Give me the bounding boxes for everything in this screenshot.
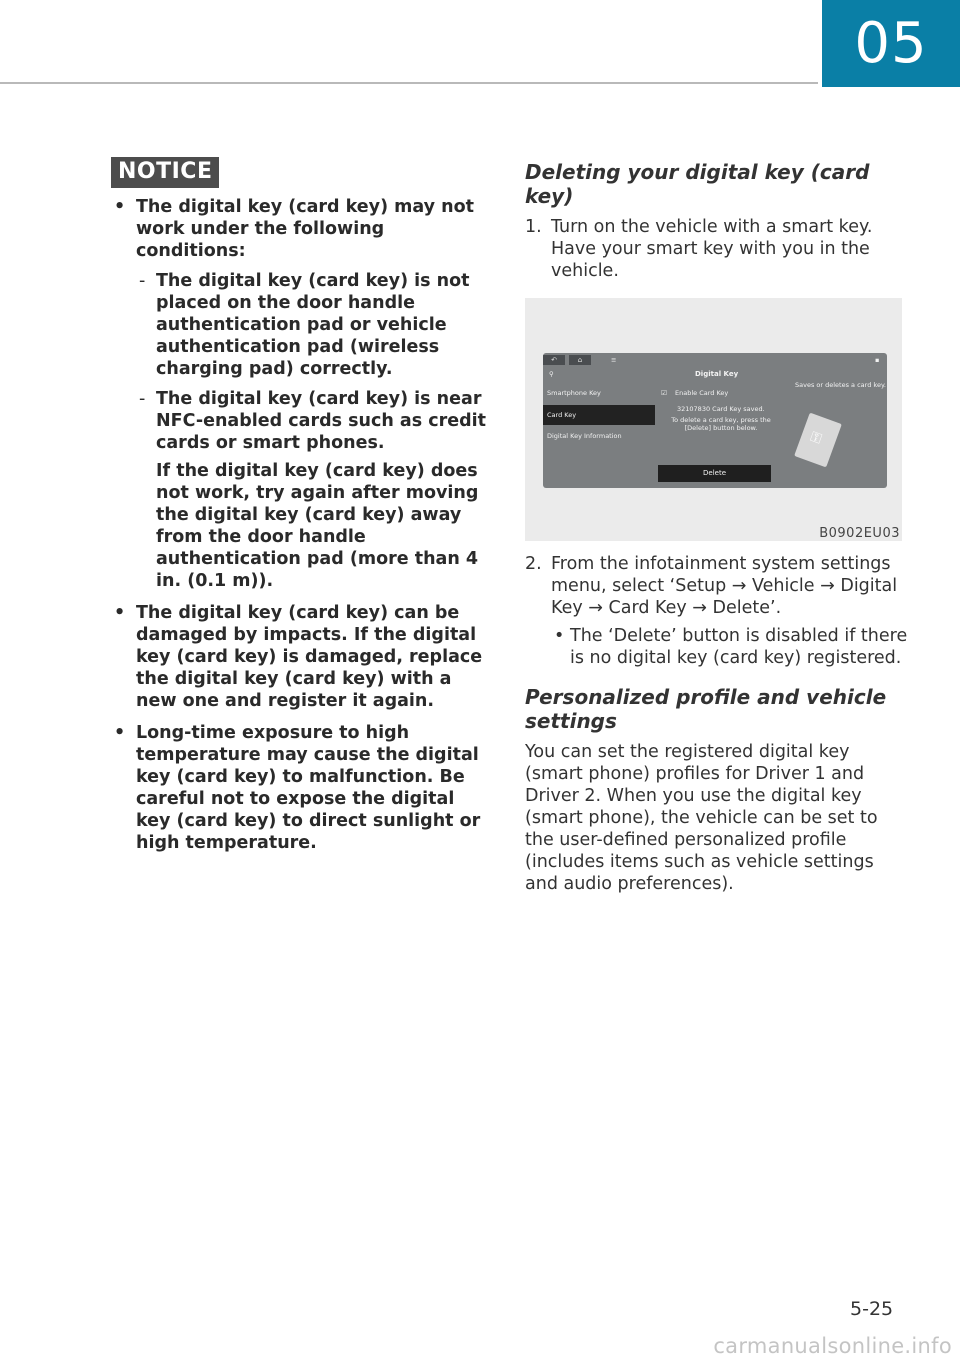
step-number: 2.: [525, 554, 542, 574]
notice-subitem-continuation: If the digital key (card key) does not work, try again after moving the digital key (card key) away from the door handle authentication pad (more than 4 in. (0.1 m)).: [156, 461, 479, 591]
settings-icon: ▪: [875, 356, 880, 364]
profile-body: You can set the registered digital key (smart phone) profiles for Driver 1 and Driver 2. When you use the digital key (smart phone), the vehicle can be set to the user-defined personalized profile (includes items such as vehicle settings and audio preferences).: [525, 742, 878, 894]
key-icon: ⚿: [808, 428, 824, 448]
step-note-text: The ‘Delete’ button is disabled if there is no digital key (card key) registered.: [570, 626, 908, 668]
chapter-tab: 05: [822, 0, 960, 87]
section-title-profile: Personalized profile and vehicle settings: [525, 685, 887, 733]
watermark: carmanualsonline.info: [713, 1334, 952, 1358]
step-note: [551, 625, 910, 669]
page-number: 5-25: [850, 1298, 894, 1320]
notice-item: [111, 196, 491, 592]
notice-item-text: Long-time exposure to high temperature may cause the digital key (card key) to malfunction. Be careful not to expose the digital key (card key) to direct sunlight or high temperature.: [136, 723, 481, 853]
notice-item-text: The digital key (card key) can be damaged by impacts. If the digital key (card key) is damaged, replace the digital key (card key) with a new one and register it again.: [136, 603, 483, 711]
menu-item-card-key: Card Key: [547, 411, 577, 419]
infotainment-screen: [543, 353, 887, 488]
notice-subitem-text: The digital key (card key) is near NFC-enabled cards such as credit cards or smart phones.: [156, 389, 486, 453]
notice-section: [111, 157, 491, 864]
screen-title: Digital Key: [695, 370, 739, 378]
notice-sublist: [136, 270, 491, 592]
right-column: [525, 160, 910, 895]
header-rule: [0, 82, 818, 84]
hint-text: Saves or deletes a card key.: [795, 381, 886, 389]
section-title-deleting: Deleting your digital key (card key): [525, 160, 870, 208]
menu-item-digital-key-info: Digital Key Information: [547, 432, 622, 440]
bullet-icon: •: [554, 626, 565, 646]
back-icon: ↶: [543, 355, 565, 365]
step-item: [525, 216, 910, 282]
infotainment-figure: [525, 298, 902, 541]
notice-subitem: [136, 388, 491, 592]
search-icon: ⚲: [549, 370, 554, 378]
card-key-saved-text: 32107830 Card Key saved.: [677, 405, 765, 413]
notice-list: [111, 196, 491, 854]
dash-icon: -: [139, 271, 146, 291]
notice-subitem: [136, 270, 491, 380]
enable-card-key-label: Enable Card Key: [675, 389, 729, 397]
notice-badge: NOTICE: [111, 157, 219, 188]
bullet-icon: •: [114, 197, 126, 217]
notice-subitem-text: The digital key (card key) is not placed on the door handle authentication pad or vehicle authentication pad (wireless charging pad) correctly.: [156, 271, 470, 379]
step-text: Turn on the vehicle with a smart key. Have your smart key with you in the vehicle.: [551, 217, 873, 281]
delete-button: Delete: [658, 465, 771, 482]
delete-instruction-text: To delete a card key, press the [Delete] button below.: [671, 416, 771, 432]
notice-item: [111, 602, 491, 712]
bullet-icon: •: [114, 723, 126, 743]
steps-list: [525, 216, 910, 282]
notice-item: [111, 722, 491, 854]
checkbox-icon: ☑: [661, 389, 667, 397]
step-text: From the infotainment system settings menu, select ‘Setup → Vehicle → Digital Key → Card Key → Delete’.: [551, 554, 898, 618]
screen-top-bar: [543, 353, 887, 367]
card-key-image: [794, 413, 842, 468]
bullet-icon: •: [114, 603, 126, 623]
home-icon: ⌂: [569, 355, 591, 365]
menu-item-smartphone-key: Smartphone Key: [547, 389, 601, 397]
dash-icon: -: [139, 389, 146, 409]
step-item: [525, 553, 910, 669]
figure-id: B0902EU03: [819, 526, 900, 541]
steps-list: [525, 553, 910, 669]
menu-icon: ≡: [611, 356, 617, 364]
notice-item-text: The digital key (card key) may not work under the following conditions:: [136, 197, 475, 261]
step-number: 1.: [525, 217, 542, 237]
